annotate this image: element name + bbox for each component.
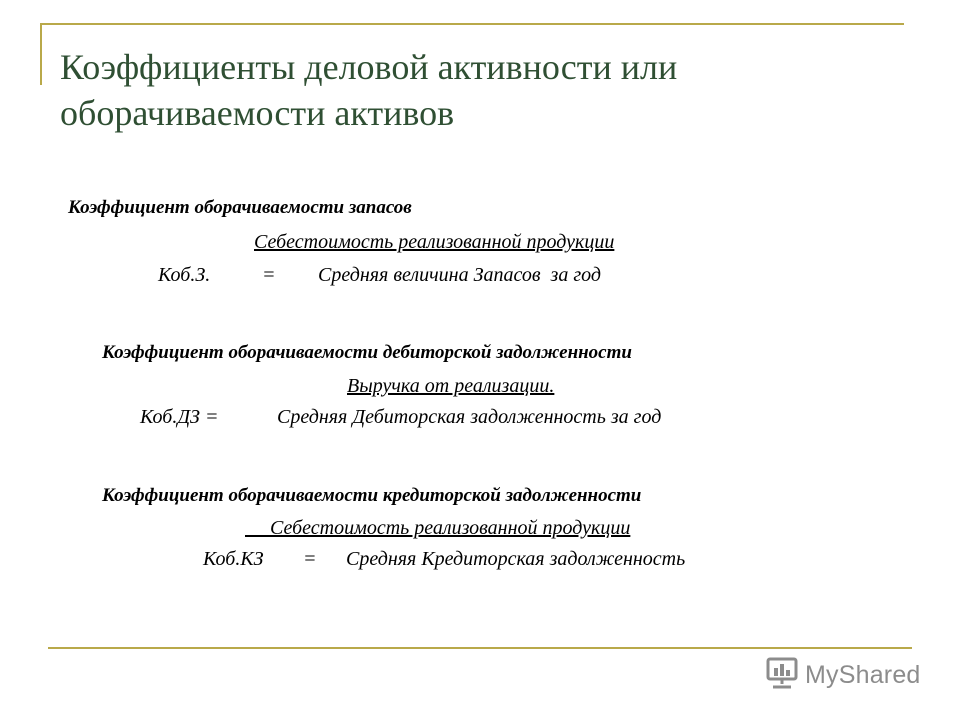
receivables-turnover-denominator: Средняя Дебиторская задолженность за год [277, 406, 662, 428]
receivables-turnover-numerator: Выручка от реализации. [347, 375, 555, 397]
title-line-2: оборачиваемости активов [60, 93, 455, 133]
receivables-turnover-heading: Коэффициент оборачиваемости дебиторской задолженности [102, 342, 632, 363]
receivables-turnover-label: Коб.ДЗ = [140, 406, 219, 428]
payables-turnover-heading: Коэффициент оборачиваемости кредиторской задолженности [102, 485, 642, 506]
slide-title [60, 44, 920, 136]
payables-turnover-equals: = [303, 548, 317, 570]
inventory-turnover-label: Коб.З. [158, 264, 211, 286]
payables-turnover-label: Коб.КЗ [203, 548, 264, 570]
inventory-turnover-denominator: Средняя величина Запасов за год [318, 264, 602, 286]
payables-turnover-numerator: Себестоимость реализованной продукции [245, 517, 631, 539]
payables-turnover-denominator: Средняя Кредиторская задолженность [346, 548, 686, 570]
inventory-turnover-equals: = [262, 264, 276, 286]
watermark-text: MyShared [805, 660, 921, 689]
top-rule [40, 23, 904, 25]
presentation-board-icon [765, 656, 799, 695]
watermark-logo [765, 656, 921, 694]
title-line-1: Коэффициенты деловой активности или [60, 47, 678, 87]
bottom-rule [48, 647, 912, 649]
inventory-turnover-numerator: Себестоимость реализованной продукции [254, 231, 615, 253]
inventory-turnover-heading: Коэффициент оборачиваемости запасов [68, 197, 412, 218]
left-rule [40, 23, 42, 85]
